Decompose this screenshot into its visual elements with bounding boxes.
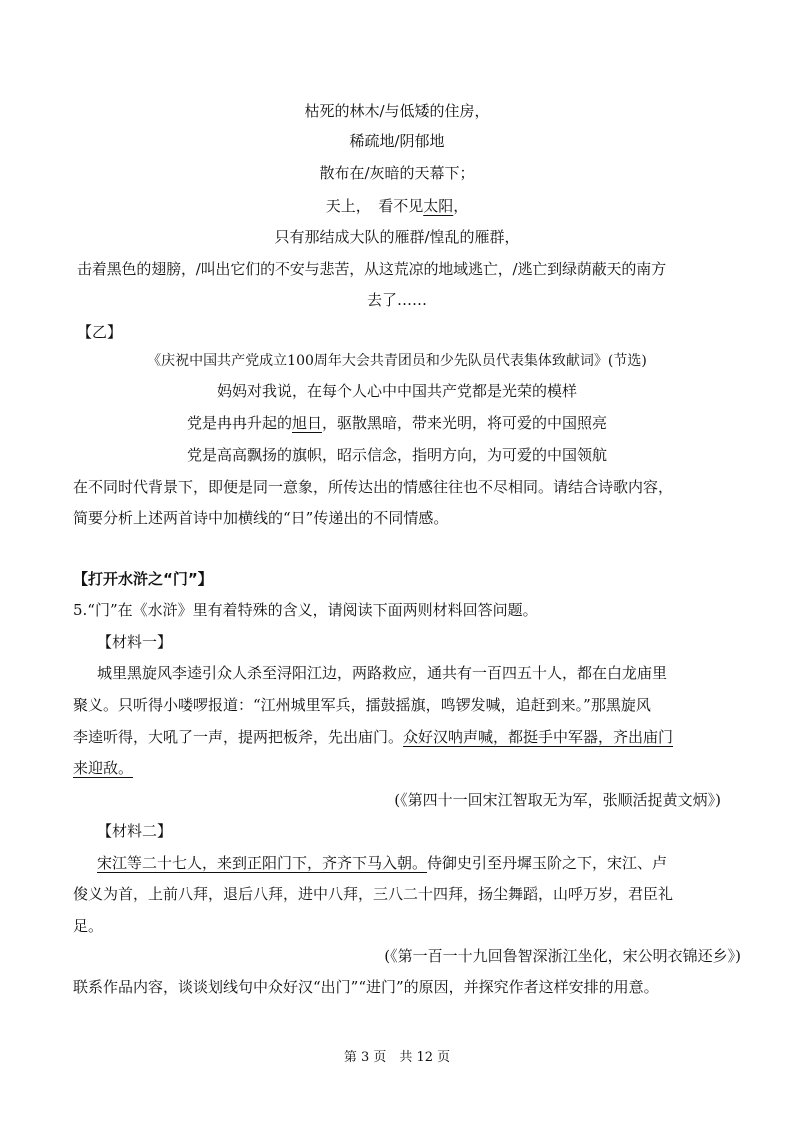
poem-b-line-1: 妈妈对我说，在每个人心中中国共产党都是光荣的模样: [216, 382, 577, 400]
question-5-task: 联系作品内容，谈谈划线句中众好汉“出门”“进门”的原因，并探究作者这样安排的用意。: [73, 978, 659, 996]
material-2-line-1-post: 侍御史引至丹墀玉阶之下，宋江、卢: [427, 854, 668, 872]
section-yi-title: 《庆祝中国共产党成立100周年大会共青团员和少先队员代表集体致献词》(节选): [147, 353, 647, 369]
material-1-source: (《第四十一回宋江智取无为军，张顺活捉黄文炳》): [394, 791, 721, 809]
section-yi-label: 【乙】: [77, 323, 123, 341]
poem-b-line-2-post: ，驱散黑暗，带来光明，将可爱的中国照亮: [322, 414, 608, 432]
poem-b-line-3: 党是高高飘扬的旗帜，昭示信念，指明方向，为可爱的中国领航: [186, 446, 607, 464]
material-2-line-3: 足。: [73, 917, 104, 935]
material-2-line-1: [97, 853, 667, 873]
underlined-sun-word: 太阳: [423, 197, 454, 215]
poem-a-line-7: 去了……: [366, 291, 427, 309]
question-5-prompt: 5.“门”在《水浒》里有着特殊的含义，请阅读下面两则材料回答问题。: [73, 601, 538, 619]
poem-a-line-1: 枯死的林木/与低矮的住房，: [304, 102, 490, 120]
poem-a-line-4-text: 天上， 看不见: [325, 197, 424, 215]
question-4-line-1: 在不同时代背景下，即便是同一意象，所传达出的情感往往也不尽相同。请结合诗歌内容，: [73, 478, 674, 496]
underlined-exit-sentence: 众好汉呐声喊，都挺手中军器，齐出庙门: [403, 728, 674, 746]
poem-a-line-2: 稀疏地/阴郁地: [349, 132, 445, 150]
material-2-label: 【材料二】: [97, 822, 173, 840]
poem-a-line-6: 击着黑色的翅膀，/叫出它们的不安与悲苦，从这荒凉的地域逃亡，/逃亡到绿荫蔽天的南方: [77, 260, 666, 278]
poem-a-line-3: 散布在/灰暗的天幕下；: [319, 164, 475, 182]
material-1-line-3: [73, 727, 673, 747]
poem-a-line-4-punct: ，: [453, 197, 469, 215]
material-1-line-1: 城里黑旋风李逵引众人杀至浔阳江边，两路救应，通共有一百四五十人，都在白龙庙里: [97, 664, 668, 682]
material-1-label: 【材料一】: [97, 633, 173, 651]
material-1-line-4: [73, 758, 133, 778]
underlined-exit-sentence-end: 来迎敌。: [73, 759, 134, 777]
poem-a-line-4: [0, 196, 794, 216]
poem-a-line-5: 只有那结成大队的雁群/惶乱的雁群，: [274, 228, 520, 246]
material-2-line-2: 俊义为首，上前八拜，退后八拜，进中八拜，三八二十四拜，扬尘舞蹈，山呼万岁，君臣礼: [73, 885, 674, 903]
material-1-line-2: 聚义。只听得小喽啰报道：“江州城里军兵，擂鼓摇旗，鸣锣发喊，追赶到来。”那黑旋风: [73, 696, 651, 714]
underlined-enter-sentence: 宋江等二十七人，来到正阳门下，齐齐下马入朝。: [97, 854, 428, 872]
material-2-source: (《第一百一十九回鲁智深浙江坐化，宋公明衣锦还乡》): [384, 947, 741, 965]
question-4-line-2: 简要分析上述两首诗中加横线的“日”传递出的不同情感。: [73, 509, 449, 527]
underlined-rising-sun-word: 旭日: [291, 414, 322, 432]
section-shuihu-heading: 【打开水浒之“门”】: [73, 570, 213, 588]
material-1-line-3-pre: 李逵听得，大吼了一声，提两把板斧，先出庙门。: [73, 728, 404, 746]
page-number: 第 3 页 共 12 页: [343, 1050, 451, 1065]
poem-b-line-2: [0, 413, 794, 433]
poem-b-line-2-pre: 党是冉冉升起的: [186, 414, 292, 432]
